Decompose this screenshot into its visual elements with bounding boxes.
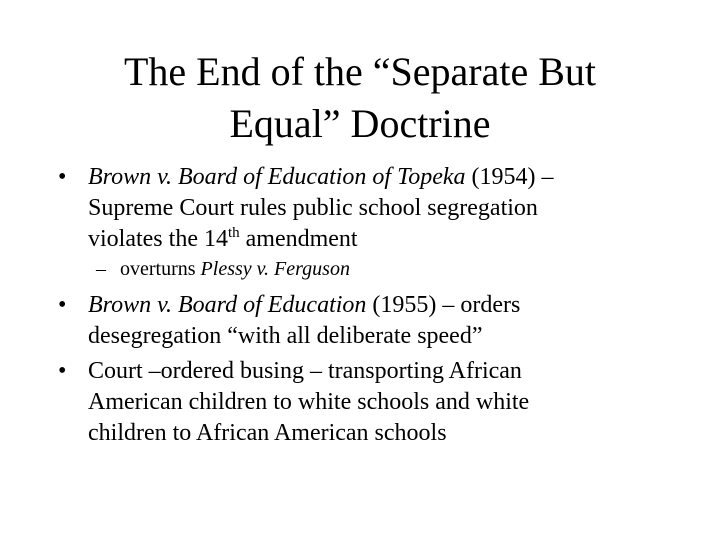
- bullet-marker: •: [58, 292, 67, 318]
- case-name: Brown v. Board of Education of Topeka: [88, 164, 466, 190]
- bullet-brown-1954: [58, 162, 678, 255]
- bullet-line: [88, 290, 678, 321]
- line-text: overturns: [120, 258, 201, 280]
- title-line-1: The End of the “Separate But: [123, 49, 597, 94]
- sub-bullet-plessy: [96, 256, 680, 282]
- bullet-line: Supreme Court rules public school segregation: [88, 195, 538, 221]
- bullet-line: children to African American schools: [88, 420, 447, 446]
- line-text: amendment: [239, 226, 358, 252]
- bullet-line: [88, 224, 678, 255]
- case-name: Brown v. Board of Education: [88, 292, 367, 318]
- case-year: (1954) –: [465, 164, 554, 190]
- line-text: violates the 14: [88, 226, 228, 252]
- case-name: Plessy v. Ferguson: [200, 258, 350, 280]
- bullet-line: Court –ordered busing – transporting African: [88, 358, 522, 384]
- bullet-marker: •: [58, 164, 67, 190]
- sub-bullet-line: [120, 256, 680, 282]
- bullet-busing: [58, 356, 678, 449]
- title-line-2: Equal” Doctrine: [229, 101, 491, 146]
- bullet-line: [88, 162, 678, 193]
- sub-bullet-marker: –: [96, 258, 106, 280]
- bullet-brown-1955: [58, 290, 678, 352]
- bullet-line: desegregation “with all deliberate speed”: [88, 323, 483, 349]
- ordinal-superscript: th: [227, 225, 240, 241]
- slide-title: [60, 46, 660, 150]
- bullet-marker: •: [58, 358, 67, 384]
- bullet-line: American children to white schools and white: [88, 389, 530, 415]
- line-text: (1955) – orders: [366, 292, 521, 318]
